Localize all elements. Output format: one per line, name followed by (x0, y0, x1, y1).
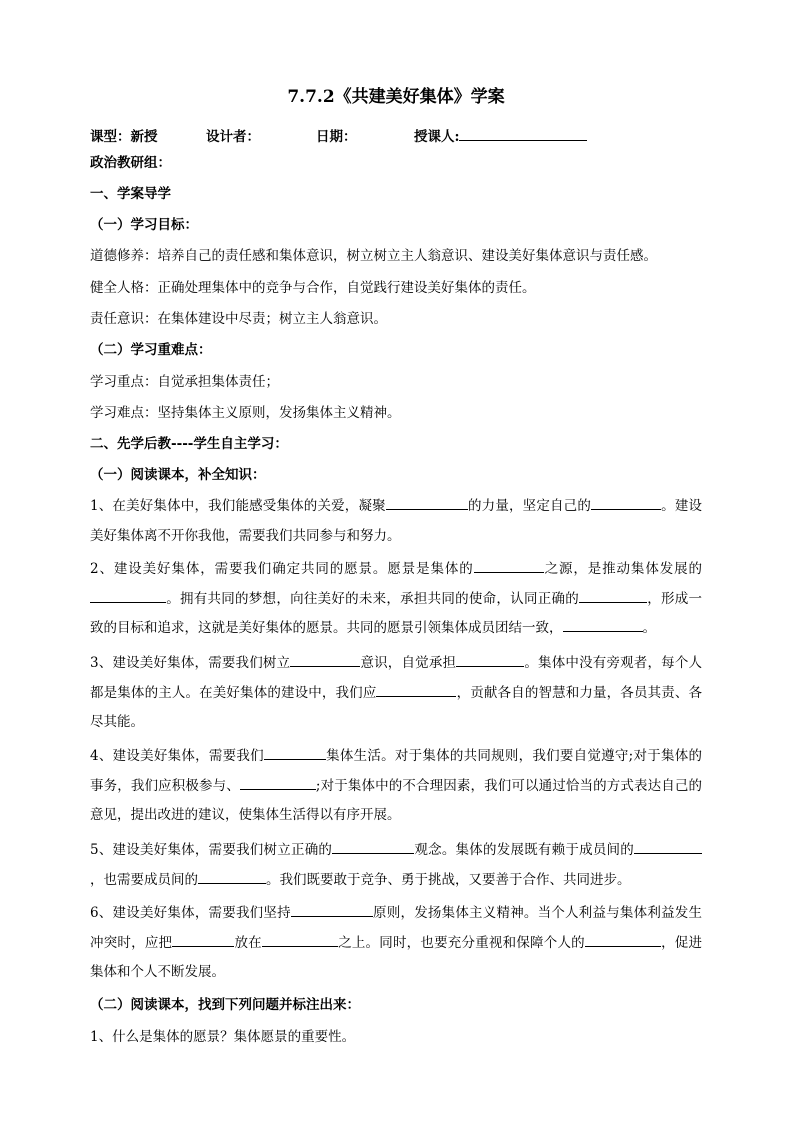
answer-blank[interactable] (240, 774, 316, 790)
teacher-label: 授课人: (414, 129, 460, 145)
header-meta (90, 125, 587, 147)
lesson-type: 课型：新授 (90, 129, 158, 145)
answer-blank[interactable] (585, 931, 661, 947)
question-4: 4、建设美好集体，需要我们 集体生活。对于集体的共同规则，我们要自觉遵守;对于集体的事务，我们应积极参与、 ;对于集体中的不合理因素，我们可以通过恰当的方式表达自己的意见，提出改进的建议，使集体生活得以有序开展。 (90, 742, 702, 831)
answer-blank[interactable] (474, 557, 544, 573)
goal-responsibility: 责任意识：在集体建设中尽责；树立主人翁意识。 (90, 311, 387, 327)
question-5: 5、建设美好集体，需要我们树立正确的 观念。集体的发展既有赖于成员间的，也需要成员间的 。我们既要敢于竞争、勇于挑战，又要善于合作、共同进步。 (90, 836, 702, 895)
answer-blank[interactable] (456, 651, 524, 667)
question-3: 3、建设美好集体，需要我们树立 意识，自觉承担 。集体中没有旁观者，每个人都是集体的主人。在美好集体的建设中，我们应 ，贡献各自的智慧和力量，各员其责、各尽其能。 (90, 649, 702, 738)
designer-label: 设计者： (206, 129, 260, 145)
answer-blank[interactable] (262, 931, 338, 947)
answer-blank[interactable] (634, 838, 702, 854)
key-point: 学习重点：自觉承担集体责任； (90, 374, 279, 390)
answer-blank[interactable] (386, 494, 468, 510)
goal-personality: 健全人格：正确处理集体中的竞争与合作，自觉践行建设美好集体的责任。 (90, 280, 536, 296)
question-2: 2、建设美好集体，需要我们确定共同的愿景。愿景是集体的 之源，是推动集体发展的。拥有共同的梦想，向往美好的未来，承担共同的使命，认同正确的 ，形成一致的目标和追求，这就是美好集体的愿景。共同的愿景引领集体成员团结一致， 。 (90, 555, 702, 644)
section2-heading: 二、先学后教----学生自主学习： (90, 436, 288, 452)
question-6: 6、建设美好集体，需要我们坚持 原则，发扬集体主义精神。当个人利益与集体利益发生冲突时，应把 放在 之上。同时，也要充分重视和保障个人的 ，促进集体和个人不断发展。 (90, 899, 702, 988)
teacher-blank[interactable] (459, 125, 587, 141)
answer-blank[interactable] (90, 587, 166, 603)
key-heading: （二）学习重难点： (90, 342, 212, 358)
page-title: 7.7.2《共建美好集体》学案 (287, 87, 505, 107)
answer-blank[interactable] (563, 616, 643, 632)
answer-blank[interactable] (579, 587, 647, 603)
difficult-point: 学习难点：坚持集体主义原则，发扬集体主义精神。 (90, 405, 401, 421)
answer-blank[interactable] (376, 681, 456, 697)
answer-blank[interactable] (172, 931, 234, 947)
read2-heading: （二）阅读课本，找到下列问题并标注出来： (90, 997, 360, 1013)
answer-blank[interactable] (264, 744, 326, 760)
goals-heading: （一）学习目标： (90, 217, 198, 233)
answer-blank[interactable] (291, 901, 373, 917)
answer-blank[interactable] (332, 838, 414, 854)
answer-blank[interactable] (290, 651, 360, 667)
answer-blank[interactable] (591, 494, 661, 510)
group-label: 政治教研组： (90, 155, 171, 171)
date-label: 日期： (316, 129, 357, 145)
answer-blank[interactable] (198, 868, 266, 884)
goal-moral: 道德修养：培养自己的责任感和集体意识，树立树立主人翁意识、建设美好集体意识与责任感。 (90, 248, 657, 264)
read1-heading: （一）阅读课本，补全知识： (90, 467, 266, 483)
section1-heading: 一、学案导学 (90, 186, 171, 202)
reading-question-1: 1、什么是集体的愿景？集体愿景的重要性。 (90, 1029, 356, 1045)
question-1: 1、在美好集体中，我们能感受集体的关爱，凝聚 的力量，坚定自己的 。建设美好集体离不开你我他，需要我们共同参与和努力。 (90, 492, 702, 551)
